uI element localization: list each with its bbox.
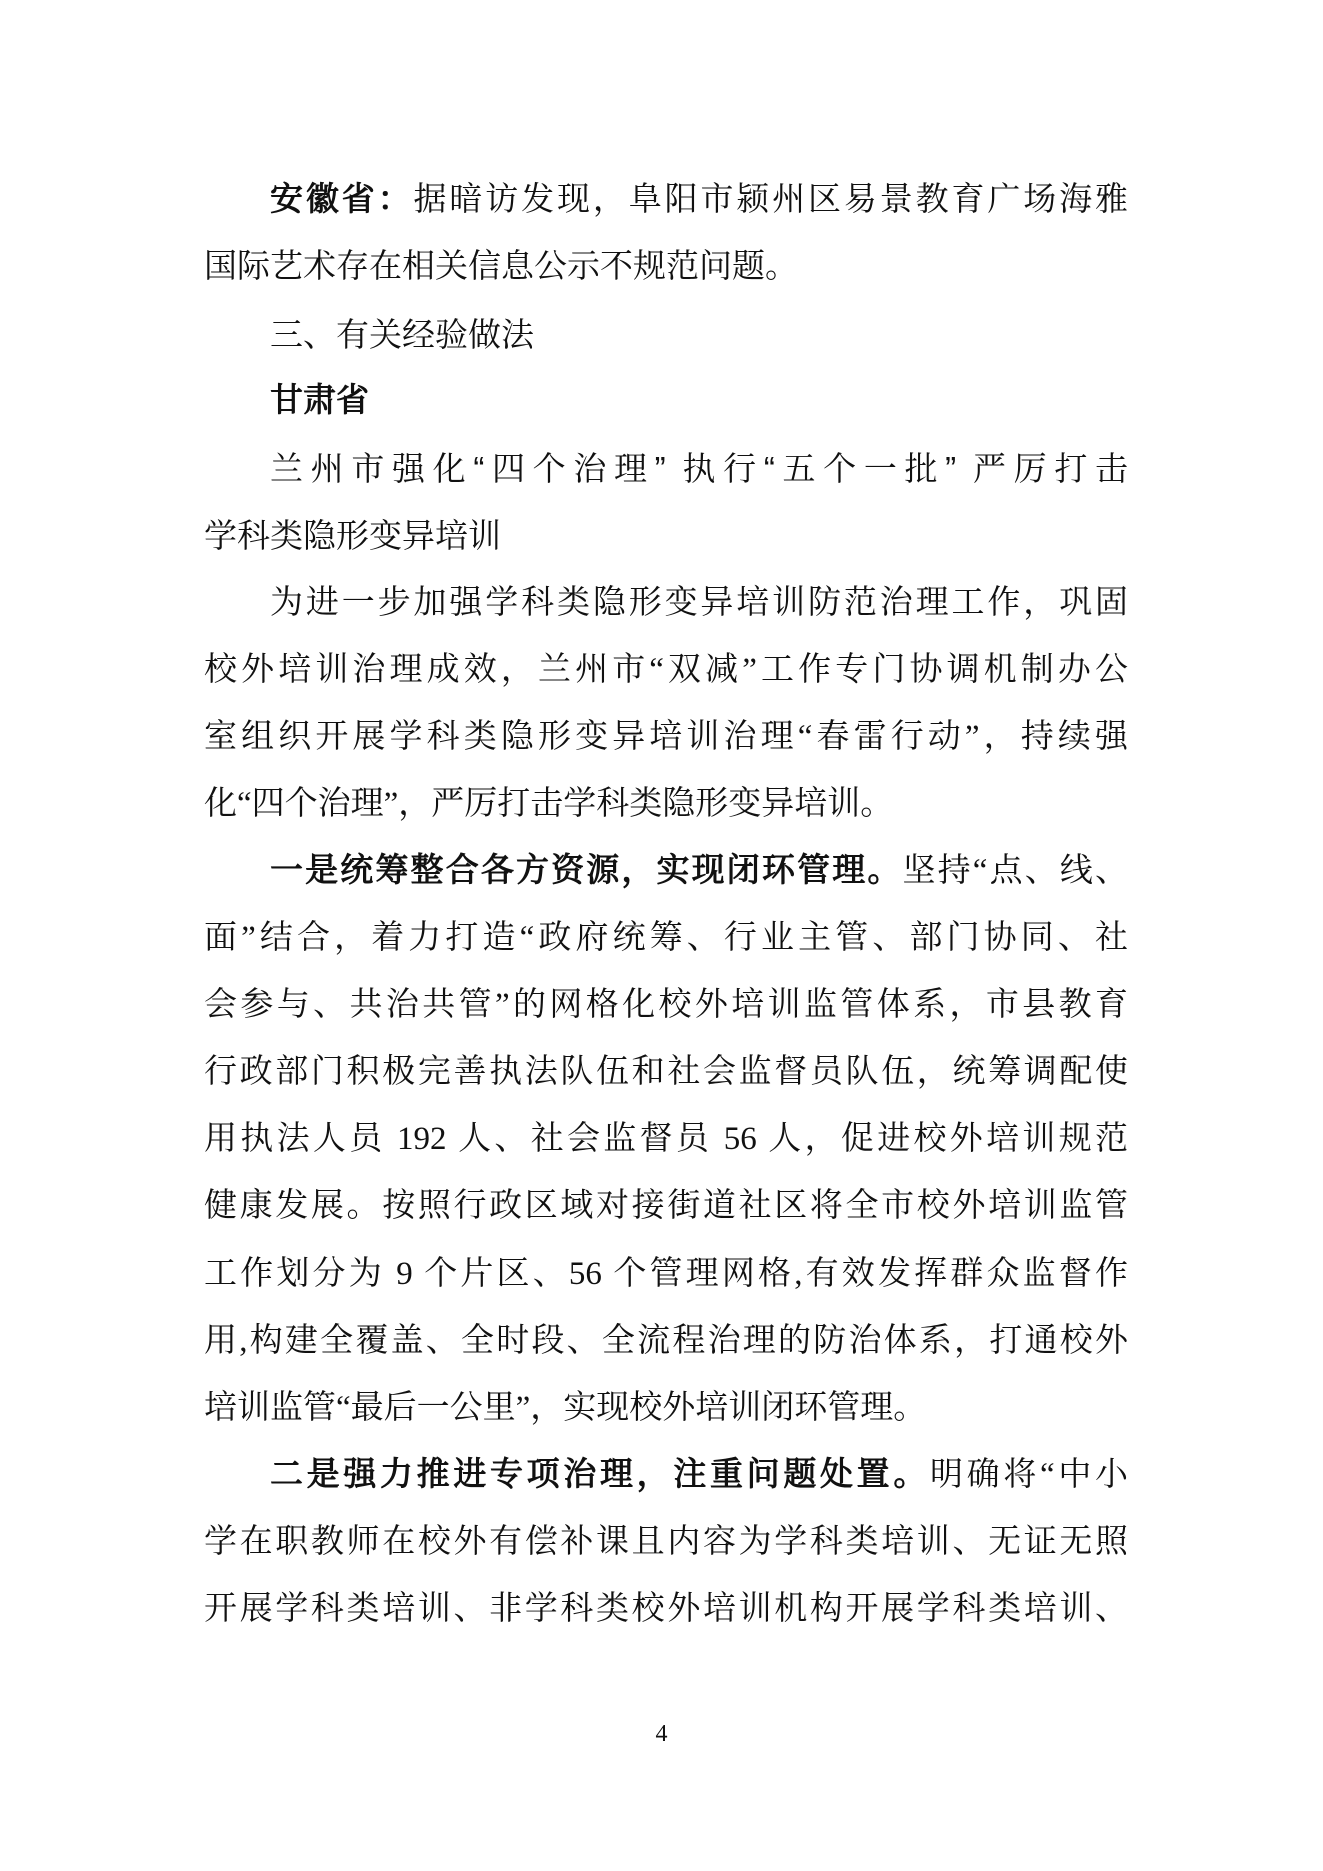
anhui-label: 安徽省： — [270, 182, 414, 218]
point1-paragraph-line: 行政部门积极完善执法队伍和社会监督员队伍，统筹调配使 — [204, 1054, 1128, 1091]
anhui-paragraph-line — [204, 167, 1128, 234]
point2-paragraph-line — [204, 1442, 1128, 1509]
point1-paragraph-line: 培训监管“最后一公里”，实现校外培训闭环管理。 — [204, 1389, 927, 1426]
article-title-line: 学科类隐形变异培训 — [204, 517, 501, 555]
point1-paragraph-line: 面”结合，着力打造“政府统筹、行业主管、部门协同、社 — [204, 920, 1128, 957]
point2-lead: 二是强力推进专项治理，注重问题处置。 — [270, 1456, 931, 1493]
section-heading: 三、有关经验做法 — [270, 316, 534, 354]
point2-text: 明确将“中小 — [930, 1456, 1128, 1493]
point1-paragraph-line: 用,构建全覆盖、全时段、全流程治理的防治体系，打通校外 — [204, 1322, 1128, 1359]
page-number: 4 — [655, 1721, 668, 1747]
anhui-text: 据暗访发现，阜阳市颍州区易景教育广场海雅 — [413, 182, 1129, 218]
document-body — [204, 167, 1128, 1643]
point1-paragraph-line — [204, 838, 1128, 905]
point1-paragraph-line: 工作划分为 9 个片区、56 个管理网格,有效发挥群众监督作 — [204, 1255, 1128, 1292]
point1-lead: 一是统筹整合各方资源，实现闭环管理。 — [270, 852, 903, 889]
point2-paragraph-line: 开展学科类培训、非学科类校外培训机构开展学科类培训、 — [204, 1590, 1128, 1627]
intro-paragraph-line: 化“四个治理”，严厉打击学科类隐形变异培训。 — [204, 785, 894, 822]
article-title-line: 兰州市强化“四个治理” 执行“五个一批” 严厉打击 — [270, 450, 1128, 488]
intro-paragraph-line: 校外培训治理成效，兰州市“双减”工作专门协调机制办公 — [204, 651, 1128, 688]
point1-text: 坚持“点、线、 — [902, 852, 1128, 889]
point1-paragraph-line: 会参与、共治共管”的网格化校外培训监管体系，市县教育 — [204, 987, 1128, 1024]
intro-paragraph-line: 室组织开展学科类隐形变异培训治理“春雷行动”，持续强 — [204, 718, 1128, 755]
point2-paragraph-line: 学在职教师在校外有偿补课且内容为学科类培训、无证无照 — [204, 1523, 1128, 1560]
gansu-label: 甘肃省 — [270, 383, 369, 420]
anhui-paragraph-line: 国际艺术存在相关信息公示不规范问题。 — [204, 249, 798, 286]
intro-paragraph-line: 为进一步加强学科类隐形变异培训防范治理工作，巩固 — [270, 584, 1128, 621]
point1-paragraph-line: 用执法人员 192 人、社会监督员 56 人，促进校外培训规范 — [204, 1121, 1128, 1158]
point1-paragraph-line: 健康发展。按照行政区域对接街道社区将全市校外培训监管 — [204, 1188, 1128, 1225]
